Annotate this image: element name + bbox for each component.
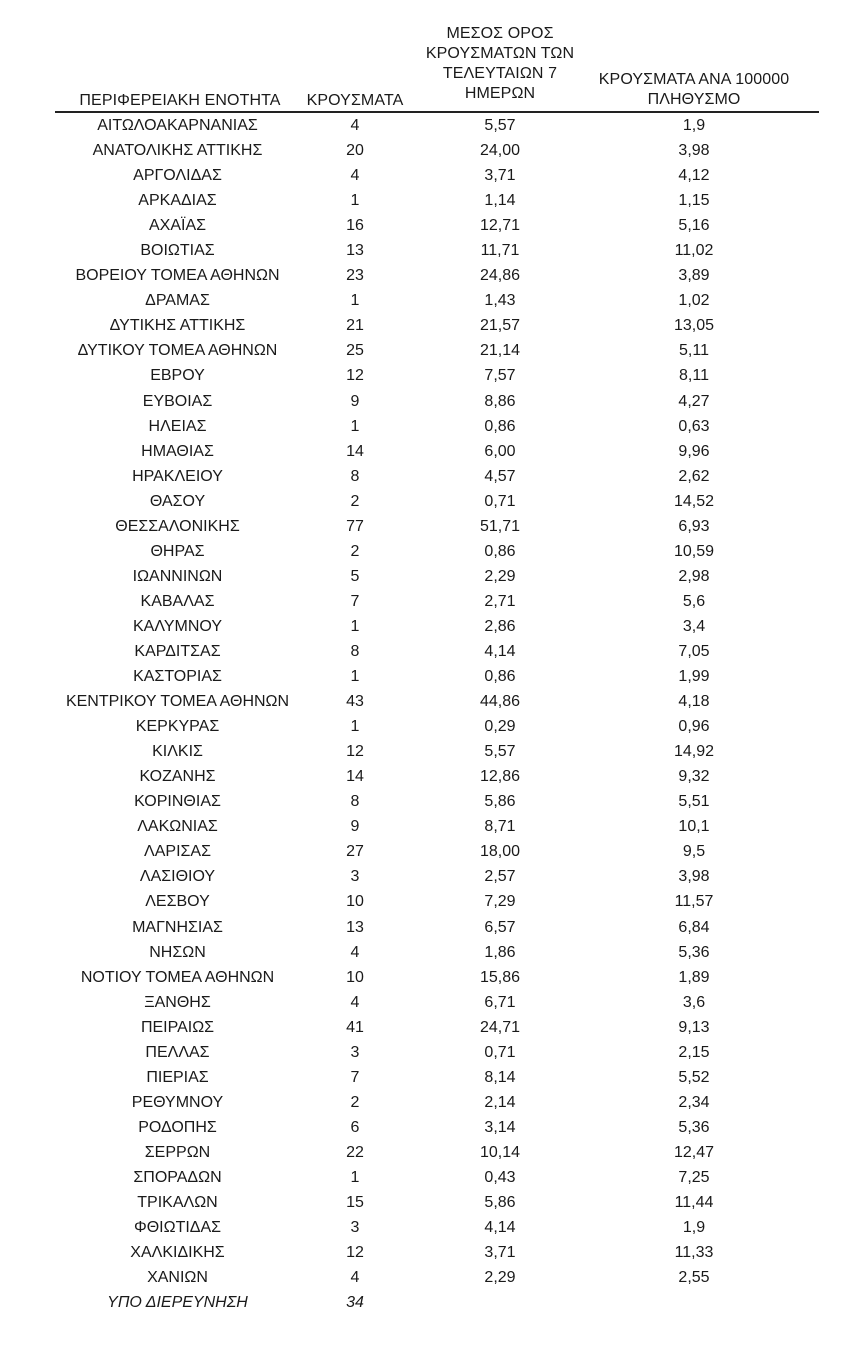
cell-cases-per-100k: 1,15: [678, 192, 710, 210]
cell-avg-7-days: 21,57: [479, 317, 521, 335]
cell-cases: 7: [350, 592, 360, 610]
table-row: [0, 566, 866, 591]
cell-cases-per-100k: 3,98: [678, 142, 710, 160]
table-row: [0, 416, 866, 441]
cell-avg-7-days: 0,71: [484, 492, 516, 510]
cell-region: ΝΗΣΩΝ: [149, 943, 206, 961]
cell-cases: 7: [350, 1068, 360, 1086]
cell-avg-7-days: 0,71: [484, 1043, 516, 1061]
cell-region: ΡΕΘΥΜΝΟΥ: [131, 1093, 224, 1111]
cell-cases: 1: [350, 718, 360, 736]
cell-avg-7-days: 4,14: [484, 642, 516, 660]
cell-cases: 20: [346, 142, 364, 160]
cell-cases: 14: [346, 768, 364, 786]
cell-cases: 10: [346, 893, 364, 911]
table-row: [0, 891, 866, 916]
cell-cases: 12: [346, 743, 364, 761]
cell-avg-7-days: 2,86: [484, 617, 516, 635]
table-row-under-investigation: [0, 1292, 866, 1317]
cell-cases: 21: [346, 317, 364, 335]
cell-avg-7-days: 2,29: [484, 567, 516, 585]
cell-avg-7-days: 5,57: [484, 117, 516, 134]
cell-cases: 34: [346, 1294, 364, 1312]
cell-cases: 9: [350, 818, 360, 836]
cell-avg-7-days: 2,57: [484, 868, 516, 886]
cell-avg-7-days: 0,43: [484, 1168, 516, 1186]
cell-region: ΛΑΣΙΘΙΟΥ: [139, 868, 216, 886]
cell-region: ΦΘΙΩΤΙΔΑΣ: [133, 1219, 222, 1237]
cell-avg-7-days: 0,86: [484, 668, 516, 686]
cell-avg-7-days: 12,86: [479, 768, 521, 786]
cell-cases: 13: [346, 918, 364, 936]
cell-avg-7-days: 1,14: [484, 192, 516, 210]
cell-cases: 1: [350, 292, 360, 310]
cell-cases: 1: [350, 1168, 360, 1186]
header-avg-7-days: ΜΕΣΟΣ ΟΡΟΣ ΚΡΟΥΣΜΑΤΩΝ ΤΩΝ ΤΕΛΕΥΤΑΙΩΝ 7 ΗΜΕΡΩΝ: [425, 25, 575, 102]
cell-region: ΠΕΙΡΑΙΩΣ: [140, 1018, 215, 1036]
table-row: [0, 315, 866, 340]
cell-cases: 15: [346, 1194, 364, 1212]
cell-region: ΔΡΑΜΑΣ: [145, 292, 210, 310]
table-row: [0, 290, 866, 315]
cell-cases: 5: [350, 567, 360, 585]
table-row: [0, 866, 866, 891]
cell-avg-7-days: 2,14: [484, 1093, 516, 1111]
table-row: [0, 816, 866, 841]
table-row: [0, 1192, 866, 1217]
table-row: [0, 491, 866, 516]
cell-avg-7-days: 5,86: [484, 793, 516, 811]
cell-cases-per-100k: 11,02: [674, 242, 714, 260]
table-row: [0, 365, 866, 390]
cell-avg-7-days: 24,00: [479, 142, 521, 160]
cell-region: ΑΙΤΩΛΟΑΚΑΡΝΑΝΙΑΣ: [97, 117, 258, 134]
cell-region: ΚΕΡΚΥΡΑΣ: [135, 718, 220, 736]
cell-avg-7-days: 8,71: [484, 818, 516, 836]
cell-region: ΧΑΝΙΩΝ: [147, 1269, 208, 1287]
cell-avg-7-days: 6,00: [484, 442, 516, 460]
table-row: [0, 716, 866, 741]
cell-region: ΔΥΤΙΚΗΣ ΑΤΤΙΚΗΣ: [109, 317, 246, 335]
cell-region: ΗΛΕΙΑΣ: [148, 417, 207, 435]
cell-avg-7-days: 10,14: [479, 1143, 521, 1161]
cell-cases-per-100k: 6,93: [678, 517, 710, 535]
cell-avg-7-days: 1,86: [484, 943, 516, 961]
cell-avg-7-days: 1,43: [484, 292, 516, 310]
table-row: [0, 616, 866, 641]
cell-cases: 2: [350, 492, 360, 510]
cell-avg-7-days: 11,71: [480, 242, 520, 260]
table-row: [0, 691, 866, 716]
table-row: [0, 992, 866, 1017]
cell-cases-per-100k: 2,98: [678, 567, 710, 585]
cell-cases-per-100k: 1,9: [682, 117, 706, 134]
cell-region: ΗΡΑΚΛΕΙΟΥ: [132, 467, 223, 485]
cell-region: ΛΑΡΙΣΑΣ: [144, 843, 211, 861]
cell-region: ΕΥΒΟΙΑΣ: [142, 392, 213, 410]
cell-region: ΛΑΚΩΝΙΑΣ: [137, 818, 218, 836]
table-row: [0, 967, 866, 992]
header-cases-per-100k: ΚΡΟΥΣΜΑΤΑ ΑΝΑ 100000 ΠΛΗΘΥΣΜΟ: [598, 71, 790, 108]
cell-cases-per-100k: 6,84: [678, 918, 710, 936]
cell-region: ΤΡΙΚΑΛΩΝ: [137, 1194, 218, 1212]
cell-cases-per-100k: 5,36: [678, 943, 710, 961]
cell-cases: 16: [346, 217, 364, 235]
cell-avg-7-days: 24,71: [479, 1018, 521, 1036]
cell-cases-per-100k: 3,98: [678, 868, 710, 886]
cell-avg-7-days: 7,29: [484, 893, 516, 911]
cell-region: ΚΑΣΤΟΡΙΑΣ: [133, 668, 222, 686]
table-row: [0, 541, 866, 566]
cell-cases: 2: [350, 1093, 360, 1111]
cell-region: ΚΕΝΤΡΙΚΟΥ ΤΟΜΕΑ ΑΘΗΝΩΝ: [65, 693, 290, 711]
cell-avg-7-days: 5,86: [484, 1194, 516, 1212]
cell-avg-7-days: 8,14: [484, 1068, 516, 1086]
cell-region: ΥΠΟ ΔΙΕΡΕΥΝΗΣΗ: [107, 1294, 248, 1312]
cell-region: ΘΑΣΟΥ: [149, 492, 206, 510]
cell-cases-per-100k: 4,27: [678, 392, 710, 410]
cell-region: ΘΗΡΑΣ: [150, 542, 205, 560]
cell-cases-per-100k: 7,05: [678, 642, 710, 660]
cell-avg-7-days: 3,14: [484, 1118, 516, 1136]
cell-cases-per-100k: 2,55: [678, 1269, 710, 1287]
cell-cases-per-100k: 9,13: [678, 1018, 710, 1036]
cell-cases-per-100k: 3,89: [678, 267, 710, 285]
cell-avg-7-days: 8,86: [484, 392, 516, 410]
table-row: [0, 641, 866, 666]
cell-cases: 13: [346, 242, 364, 260]
table-row: [0, 942, 866, 967]
cell-avg-7-days: 0,29: [484, 718, 516, 736]
cell-avg-7-days: 3,71: [484, 1244, 516, 1262]
table-row: [0, 140, 866, 165]
cell-avg-7-days: 6,57: [484, 918, 516, 936]
cell-cases-per-100k: 11,57: [674, 893, 714, 911]
cell-cases-per-100k: 8,11: [679, 367, 709, 385]
cell-cases: 27: [346, 843, 364, 861]
cell-cases-per-100k: 9,96: [678, 442, 710, 460]
cell-region: ΞΑΝΘΗΣ: [144, 993, 211, 1011]
cell-cases-per-100k: 4,12: [678, 167, 710, 185]
table-row: [0, 240, 866, 265]
cell-region: ΣΠΟΡΑΔΩΝ: [133, 1168, 222, 1186]
cell-cases-per-100k: 1,9: [682, 1219, 706, 1237]
cell-region: ΚΑΡΔΙΤΣΑΣ: [134, 642, 221, 660]
cell-avg-7-days: 2,71: [484, 592, 516, 610]
cell-cases-per-100k: 1,02: [678, 292, 710, 310]
cell-cases: 14: [346, 442, 364, 460]
cell-avg-7-days: 0,86: [484, 417, 516, 435]
cell-cases: 12: [346, 1244, 364, 1262]
cell-region: ΛΕΣΒΟΥ: [145, 893, 210, 911]
table-row: [0, 1092, 866, 1117]
cell-region: ΙΩΑΝΝΙΝΩΝ: [132, 567, 223, 585]
cell-cases: 4: [350, 993, 360, 1011]
cell-cases-per-100k: 5,11: [679, 342, 709, 360]
cell-cases: 8: [350, 467, 360, 485]
cell-region: ΘΕΣΣΑΛΟΝΙΚΗΣ: [115, 517, 240, 535]
cell-cases-per-100k: 5,51: [678, 793, 710, 811]
table-row: [0, 391, 866, 416]
cell-cases: 1: [350, 617, 360, 635]
cell-cases: 2: [350, 542, 360, 560]
cell-region: ΑΡΚΑΔΙΑΣ: [138, 192, 217, 210]
cell-cases: 4: [350, 167, 360, 185]
cell-avg-7-days: 15,86: [479, 968, 521, 986]
cell-cases-per-100k: 4,18: [678, 693, 710, 711]
header-region: ΠΕΡΙΦΕΡΕΙΑΚΗ ΕΝΟΤΗΤΑ: [79, 92, 281, 109]
table-row: [0, 1067, 866, 1092]
header-cases: ΚΡΟΥΣΜΑΤΑ: [306, 92, 404, 109]
cell-cases-per-100k: 5,36: [678, 1118, 710, 1136]
cell-cases-per-100k: 0,96: [678, 718, 710, 736]
cell-avg-7-days: 0,86: [484, 542, 516, 560]
cell-cases: 8: [350, 642, 360, 660]
table-body: [0, 115, 866, 1317]
cell-region: ΡΟΔΟΠΗΣ: [138, 1118, 217, 1136]
table-row: [0, 1042, 866, 1067]
table-row: [0, 1267, 866, 1292]
cell-region: ΠΙΕΡΙΑΣ: [146, 1068, 209, 1086]
table-row: [0, 115, 866, 140]
cell-cases-per-100k: 12,47: [673, 1143, 715, 1161]
cell-cases: 41: [346, 1018, 364, 1036]
cell-cases-per-100k: 7,25: [678, 1168, 710, 1186]
cell-cases-per-100k: 2,62: [678, 467, 710, 485]
cell-cases: 25: [346, 342, 364, 360]
cell-region: ΒΟΙΩΤΙΑΣ: [140, 242, 215, 260]
cell-region: ΚΙΛΚΙΣ: [152, 743, 203, 761]
cell-cases-per-100k: 11,33: [674, 1244, 714, 1262]
cell-cases-per-100k: 2,34: [678, 1093, 710, 1111]
cell-avg-7-days: 2,29: [484, 1269, 516, 1287]
cell-region: ΑΝΑΤΟΛΙΚΗΣ ΑΤΤΙΚΗΣ: [92, 142, 263, 160]
cell-region: ΑΡΓΟΛΙΔΑΣ: [133, 167, 222, 185]
cell-cases-per-100k: 1,89: [678, 968, 710, 986]
table-row: [0, 516, 866, 541]
cell-avg-7-days: 4,14: [484, 1219, 516, 1237]
table-row: [0, 766, 866, 791]
cell-cases: 3: [350, 868, 360, 886]
cell-region: ΗΜΑΘΙΑΣ: [141, 442, 214, 460]
cell-region: ΕΒΡΟΥ: [150, 367, 205, 385]
cell-cases: 4: [350, 1269, 360, 1287]
cell-region: ΣΕΡΡΩΝ: [144, 1143, 211, 1161]
cell-cases-per-100k: 9,32: [678, 768, 710, 786]
table-row: [0, 841, 866, 866]
cell-cases-per-100k: 14,52: [673, 492, 715, 510]
table-row: [0, 165, 866, 190]
cell-cases-per-100k: 2,15: [678, 1043, 710, 1061]
cell-region: ΔΥΤΙΚΟΥ ΤΟΜΕΑ ΑΘΗΝΩΝ: [77, 342, 278, 360]
table-row: [0, 340, 866, 365]
cell-avg-7-days: 44,86: [479, 693, 521, 711]
cell-cases-per-100k: 1,99: [678, 668, 710, 686]
cell-cases-per-100k: 9,5: [682, 843, 706, 861]
table-row: [0, 1117, 866, 1142]
cell-cases: 77: [346, 517, 364, 535]
table-row: [0, 1142, 866, 1167]
cell-region: ΧΑΛΚΙΔΙΚΗΣ: [130, 1244, 225, 1262]
cell-region: ΒΟΡΕΙΟΥ ΤΟΜΕΑ ΑΘΗΝΩΝ: [75, 267, 280, 285]
cell-avg-7-days: 5,57: [484, 743, 516, 761]
table-row: [0, 190, 866, 215]
cell-cases: 8: [350, 793, 360, 811]
cell-cases-per-100k: 5,16: [678, 217, 710, 235]
cell-cases-per-100k: 0,63: [678, 417, 710, 435]
cell-avg-7-days: 24,86: [479, 267, 521, 285]
table-row: [0, 791, 866, 816]
cell-avg-7-days: 7,57: [484, 367, 516, 385]
table-row: [0, 215, 866, 240]
cell-avg-7-days: 21,14: [479, 342, 521, 360]
table-row: [0, 1242, 866, 1267]
cell-cases: 3: [350, 1043, 360, 1061]
cell-cases-per-100k: 5,52: [678, 1068, 710, 1086]
cell-cases: 4: [350, 943, 360, 961]
cell-cases: 12: [346, 367, 364, 385]
cell-region: ΚΑΒΑΛΑΣ: [140, 592, 215, 610]
table-row: [0, 741, 866, 766]
cell-region: ΜΑΓΝΗΣΙΑΣ: [132, 918, 223, 936]
cell-cases: 10: [346, 968, 364, 986]
cell-region: ΑΧΑΪΑΣ: [148, 217, 207, 235]
cell-cases-per-100k: 3,6: [682, 993, 706, 1011]
cell-cases-per-100k: 11,44: [674, 1194, 714, 1212]
cell-cases: 22: [346, 1143, 364, 1161]
table-row: [0, 1167, 866, 1192]
cell-cases-per-100k: 10,59: [673, 542, 715, 560]
cell-region: ΚΑΛΥΜΝΟΥ: [133, 617, 222, 635]
cell-cases-per-100k: 14,92: [673, 743, 715, 761]
cell-cases: 23: [346, 267, 364, 285]
cell-cases: 43: [346, 693, 364, 711]
cell-cases: 4: [350, 117, 360, 134]
header-rule: [55, 111, 819, 113]
table-row: [0, 666, 866, 691]
cell-cases: 3: [350, 1219, 360, 1237]
table-row: [0, 1217, 866, 1242]
cell-region: ΚΟΖΑΝΗΣ: [139, 768, 216, 786]
cell-avg-7-days: 6,71: [484, 993, 516, 1011]
table-row: [0, 1017, 866, 1042]
cell-cases: 1: [350, 192, 360, 210]
cell-cases-per-100k: 10,1: [678, 818, 710, 836]
cell-cases: 1: [350, 417, 360, 435]
cell-cases-per-100k: 13,05: [673, 317, 715, 335]
cell-avg-7-days: 4,57: [484, 467, 516, 485]
cell-region: ΚΟΡΙΝΘΙΑΣ: [134, 793, 221, 811]
cell-region: ΠΕΛΛΑΣ: [145, 1043, 210, 1061]
cell-cases: 1: [350, 668, 360, 686]
cell-region: ΝΟΤΙΟΥ ΤΟΜΕΑ ΑΘΗΝΩΝ: [80, 968, 275, 986]
table-row: [0, 591, 866, 616]
table-row: [0, 917, 866, 942]
cell-cases: 6: [350, 1118, 360, 1136]
cell-avg-7-days: 12,71: [479, 217, 521, 235]
cell-avg-7-days: 18,00: [479, 843, 521, 861]
cell-cases-per-100k: 5,6: [682, 592, 706, 610]
cell-cases: 9: [350, 392, 360, 410]
cell-avg-7-days: 3,71: [484, 167, 516, 185]
table-row: [0, 466, 866, 491]
cell-avg-7-days: 51,71: [479, 517, 521, 535]
table-row: [0, 265, 866, 290]
cell-cases-per-100k: 3,4: [682, 617, 706, 635]
table-row: [0, 441, 866, 466]
